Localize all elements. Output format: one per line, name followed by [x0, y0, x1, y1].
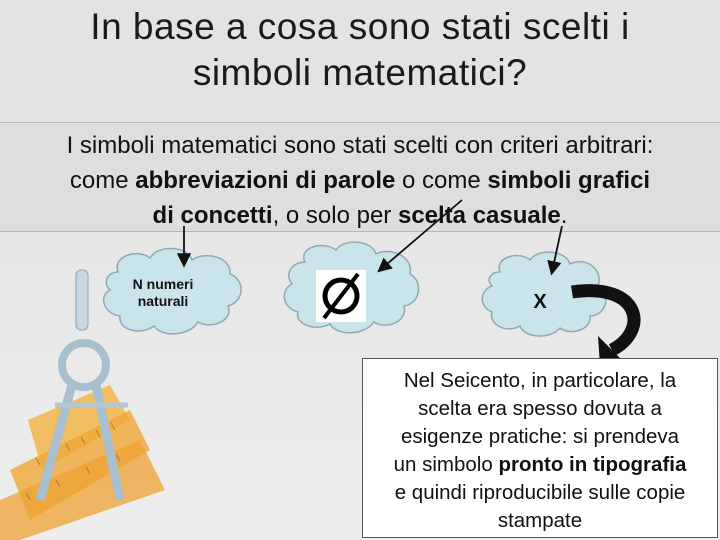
note-line-3: esigenze pratiche: si prendeva [400, 425, 680, 448]
cloud-numbers-line-1: N numeri [132, 276, 194, 292]
intro-text-span: come [69, 167, 136, 194]
note-line-5: e quindi riproducibile sulle copie [394, 481, 686, 504]
intro-line-1: I simboli matematici sono stati scelti con criteri arbitrari: [66, 132, 654, 159]
intro-text-span: , o solo per [272, 202, 398, 229]
cloud-numbers-label [118, 276, 208, 310]
emphasis-abbreviazioni: abbreviazioni di parole [135, 167, 396, 194]
note-line-6: stampate [497, 509, 583, 532]
intro-text-span: . [560, 202, 568, 229]
empty-set-icon [316, 270, 366, 322]
emphasis-concetti: di concetti [152, 202, 273, 229]
emphasis-scelta-casuale: scelta casuale [397, 202, 561, 229]
note-box [362, 358, 718, 538]
note-line-2: scelta era spesso dovuta a [418, 397, 662, 420]
cloud-x-label: X [533, 291, 547, 313]
note-line-1: Nel Seicento, in particolare, la [403, 369, 677, 392]
note-line-4 [363, 451, 717, 479]
intro-text-span: o come [395, 167, 488, 194]
emphasis-tipografia: pronto in tipografia [498, 453, 687, 476]
emphasis-simboli-grafici: simboli grafici [487, 167, 651, 194]
cloud-numbers-line-2: naturali [137, 293, 189, 309]
title-line-1: In base a cosa sono stati scelti i [90, 6, 630, 47]
note-text-span: un simbolo [393, 453, 499, 476]
title-line-2: simboli matematici? [192, 52, 528, 93]
